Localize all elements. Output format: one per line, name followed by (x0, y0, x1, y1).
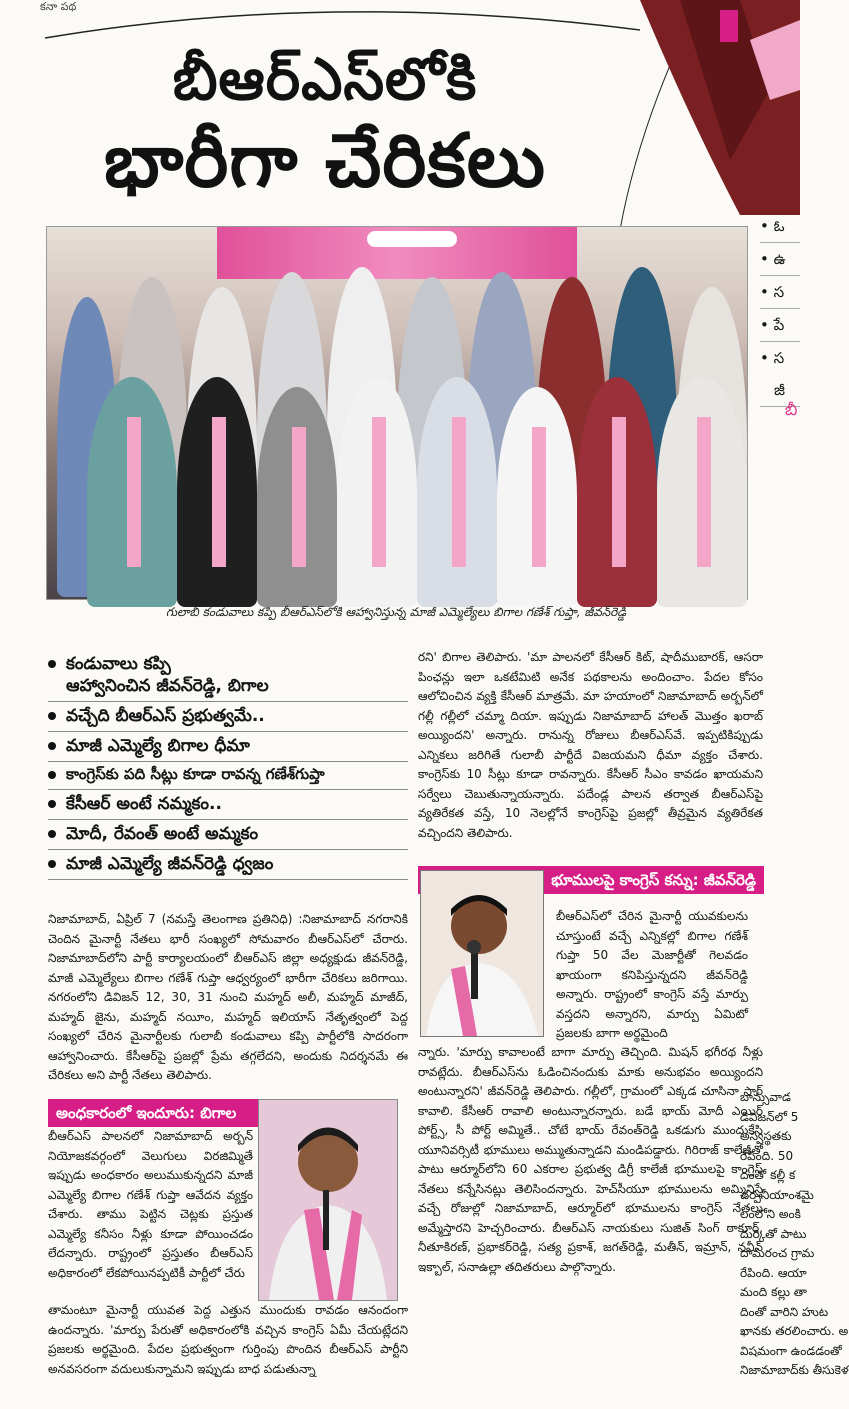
side-bullet-tail: జీ (760, 374, 800, 407)
article-paragraph: బీఆర్ఎస్‌లో చేరిన మైనార్టీ యువకులను చూస్తుంటే వచ్చే ఎన్నికల్లో బిగాల గణేశ్ గుప్తా 50 వేల మెజార్టీతో గెలవడం ఖాయంగా కనిపిస్తున్నదని జీవన్‌రెడ్డి అన్నారు. రాష్ట్రంలో కాంగ్రెస్ వస్తే మార్పు వస్తదని అన్నారని, మార్పు ఏమిటో ప్రజలకు బాగా అర్థమైంది (556, 909, 748, 1040)
bullet-icon (48, 860, 56, 868)
header-scrap: కనా పథ (40, 0, 77, 13)
side-pink-text: బీ (785, 400, 798, 419)
side-bullet: • ఉ (760, 243, 800, 276)
side-bullet: • పే (760, 309, 800, 342)
highlight-item: కండువాలు కప్పి ఆహ్వానించిన జీవన్‌రెడ్డి, బిగాల (48, 650, 408, 702)
highlight-item: మోదీ, రేవంత్ అంటే అమ్మకం (48, 820, 408, 850)
side-bullet: • స (760, 349, 785, 367)
portrait-photo-jeevan-reddy (420, 870, 544, 1037)
group-photo (46, 226, 748, 600)
article-paragraph: రని' బిగాల తెలిపారు. 'మా పాలనలో కేసీఆర్ కిట్, షాదీముబారక్, ఆసరా పింఛన్లు ఇలా ఒకటేమిటి అనేక పథకాలను అందించాం. పేదల కోసం ఆలోచించిన వ్యక్తి కేసీఆర్ మాత్రమే. మా హయాంలో నిజామాబాద్ అర్బన్‌లో గల్లీ గల్లీలో చమ్మా దియా. ఇప్పుడు నిజామాబాద్ హాలత్ మొత్తం ఖరాబ్ అయ్యిందని' అన్నారు. రానున్న రోజులు బీఆర్ఎస్‌వే. ఇప్పటికిప్పుడు ఎన్నికలు జరిగితే గులాబీ పార్టీదే విజయమని ధీమా వ్యక్తం చేశారు. కాంగ్రెస్‌కు 10 సీట్లు కూడా రావన్నారు. కేసీఆర్ సీఎం కావడం ఖాయమని సర్వేలు చెబుతున్నాయన్నారు. పదేండ్ల పాలన తర్వాత బీఆర్ఎస్‌పై వ్యతిరేకత వస్తే, 10 నెలల్లోనే కాంగ్రెస్‌పై ప్రజల్లో తీవ్రమైన వ్యతిరేకత వచ్చిందని తెలిపారు. (418, 650, 763, 840)
bullet-icon (48, 712, 56, 720)
article-paragraph: నిజామాబాద్, ఏప్రిల్ 7 (నమస్తే తెలంగాణ ప్రతినిధి) :నిజామాబాద్ నగరానికి చెందిన మైనార్టీ నేతలు భారీ సంఖ్యలో సోమవారం బీఆర్ఎస్‌లో చేరారు. నిజామాబాద్‌లోని పార్టీ కార్యాలయంలో బీఆర్ఎస్ జిల్లా అధ్యక్షుడు జీవన్‌రెడ్డి, మాజీ ఎమ్మెల్యేలు బిగాల గణేశ్ గుప్తా ఆధ్వర్యంలో భారీగా చేరికలు జరిగాయి. నగరంలోని డివిజన్ 12, 30, 31 నుంచి మహ్మద్ అలీ, మహ్మద్ మాజీద్, మహ్మద్ జైను, మహ్మద్ నయీం, మహ్మద్ ఇలియాస్ నేతృత్వంలో పెద్ద సంఖ్యలో చేరిన మైనార్టీలకు గులాబీ కండువాలు కప్పి పార్టీలోకి సాదరంగా ఆహ్వానించారు. కేసీఆర్‌పై ప్రజల్లో ప్రేమ తగ్గలేదని, అందుకు నిదర్శనమే ఈ చేరికలు అని పార్టీ నేతలు తెలిపారు. (48, 912, 408, 1082)
side-bullet: • ఓ (760, 210, 800, 243)
side-bullet: • స (760, 276, 800, 309)
bullet-icon (48, 742, 56, 750)
photo-caption: గులాబీ కండువాలు కప్పి బీఆర్ఎస్‌లోకి ఆహ్వానిస్తున్న మాజీ ఎమ్మెల్యేలు బిగాల గణేశ్ గుప్తా, జీవన్‌రెడ్డి (165, 605, 627, 619)
highlights-list (48, 650, 408, 880)
highlight-item: మాజీ ఎమ్మెల్యే బిగాల ధీమా (48, 732, 408, 762)
bullet-icon (48, 771, 56, 779)
article-paragraph: తామంటూ మైనార్టీ యువత పెద్ద ఎత్తున ముందుకు రావడం ఆనందంగా ఉందన్నారు. 'మార్పు పేరుతో అధికారంలోకి వచ్చిన కాంగ్రెస్ ఏమీ చేయట్లేదని ప్రజలకు అర్థమైంది. పేదల ప్రభుత్వంగా గుర్తింపు పొందిన బీఆర్ఎస్ పార్టీని అనవసరంగా వదులుకున్నామని ఇప్పుడు బాధ పడుతున్నా (48, 1303, 408, 1376)
side-bullet-column (760, 210, 800, 407)
bullet-icon (48, 830, 56, 838)
subheading: అంధకారంలో ఇందూరు: బిగాల (48, 1099, 269, 1127)
highlight-item: వచ్చేది బీఆర్ఎస్ ప్రభుత్వమే.. (48, 702, 408, 732)
highlight-item: కేసీఆర్ అంటే నమ్మకం.. (48, 790, 408, 820)
photo-banner-label (367, 231, 457, 247)
highlight-item: కాంగ్రెస్‌కు పది సీట్లు కూడా రావన్న గణేశ్‌గుప్తా (48, 762, 408, 790)
bullet-icon (48, 660, 56, 668)
article-paragraph: న్నారు. 'మార్పు కావాలంటే బాగా మార్పు తెచ్చింది. మిషన్ భగీరథ నీళ్లు రావట్లేదు. బీఆర్ఎస్‌ను ఓడించినందుకు మాకు అనుభవం అయ్యిందని అంటున్నారని' జీవన్‌రెడ్డి తెలిపారు. గల్లీలో, గ్రామంలో ఎక్కడ చూసినా సార్ కావాలి. కేసీఆర్ రావాలి అంటున్నారన్నారు. బడే భాయ్ మోదీ ఎయిర్ పోర్ట్స్, సీ పోర్ట్ అమ్మితే.. చోటే భాయ్ రేవంత్‌రెడ్డి ఒకడుగు ముందుకేసి యూనివర్సిటీ భూములు అమ్ముతున్నాడని మండిపడ్డారు. గిరిరాజ్ కాలేజీతో పాటు ఆర్మూర్‌లోని 60 ఎకరాల ప్రభుత్వ డిగ్రీ కాలేజీ భూములపై కాంగ్రెస్ నేతలు కన్నేసినట్లు తెలిసిందన్నారు. హెచ్‌సీయూ భూములను అమ్మినిస్తే వచ్చే రోజుల్లో నిజామాబాద్, ఆర్మూర్‌లో భూములను కాంగ్రెస్ నేతలు అమ్మేస్తారని హెచ్చరించారు. బీఆర్ఎస్ నాయకులు సుజిత్ సింగ్ ఠాకూర్, నీతూకిరణ్, ప్రభాకర్‌రెడ్డి, సత్య ప్రకాశ్, జగత్‌రెడ్డి, మతీన్, ఇమ్రాన్, నవీన్ ఇక్బాల్, సనాఉల్లా తదితరులు పాల్గొన్నారు. (418, 1045, 763, 1274)
headline-line-1: బీఆర్‌ఎస్‌లోకి (172, 45, 478, 113)
right-edge-article-fragment: బాన్సువాడ డివిజన్‌లో 5 అస్వస్థతకు రేపింది. 50 దంతో కల్లీ క చర్పనీయాంశమై లంలోని అంకి దుర్కితో పాటు దామరంచ గ్రామ రేపింది. ఆయా మంది కల్లు తా దింతో వారిని హుట ఖానకు తరలించారు. అ విషమంగా ఉండడంతో నిజామాబాద్‌కు తీసుకెళ (740, 1090, 849, 1377)
subheading: భూములపై కాంగ్రెస్ కన్ను: జీవన్‌రెడ్డి (418, 866, 764, 894)
highlight-item: మాజీ ఎమ్మెల్యే జీవన్‌రెడ్డి ధ్వజం (48, 850, 408, 880)
bullet-icon (48, 800, 56, 808)
portrait-photo-bigala (258, 1099, 398, 1301)
article-paragraph: బీఆర్ఎస్ పాలనలో నిజామాబాద్ అర్బన్ నియోజకవర్గంలో వెలుగులు విరజిమ్మితే ఇప్పుడు అంధకారం అలుముకున్నదని మాజీ ఎమ్మెల్యే బిగాల గణేశ్ గుప్తా ఆవేదన వ్యక్తం చేశారు. తాము పెట్టిన చెట్లకు ప్రస్తుత ఎమ్మెల్యే కనీసం నీళ్లు కూడా పోయించడం లేదన్నారు. రాష్ట్రంలో ప్రస్తుతం బీఆర్ఎస్ అధికారంలో లేకపోయినప్పటికీ పార్టీలో చేరు (48, 1129, 253, 1280)
headline-line-2: భారీగా చేరికలు (104, 118, 546, 204)
